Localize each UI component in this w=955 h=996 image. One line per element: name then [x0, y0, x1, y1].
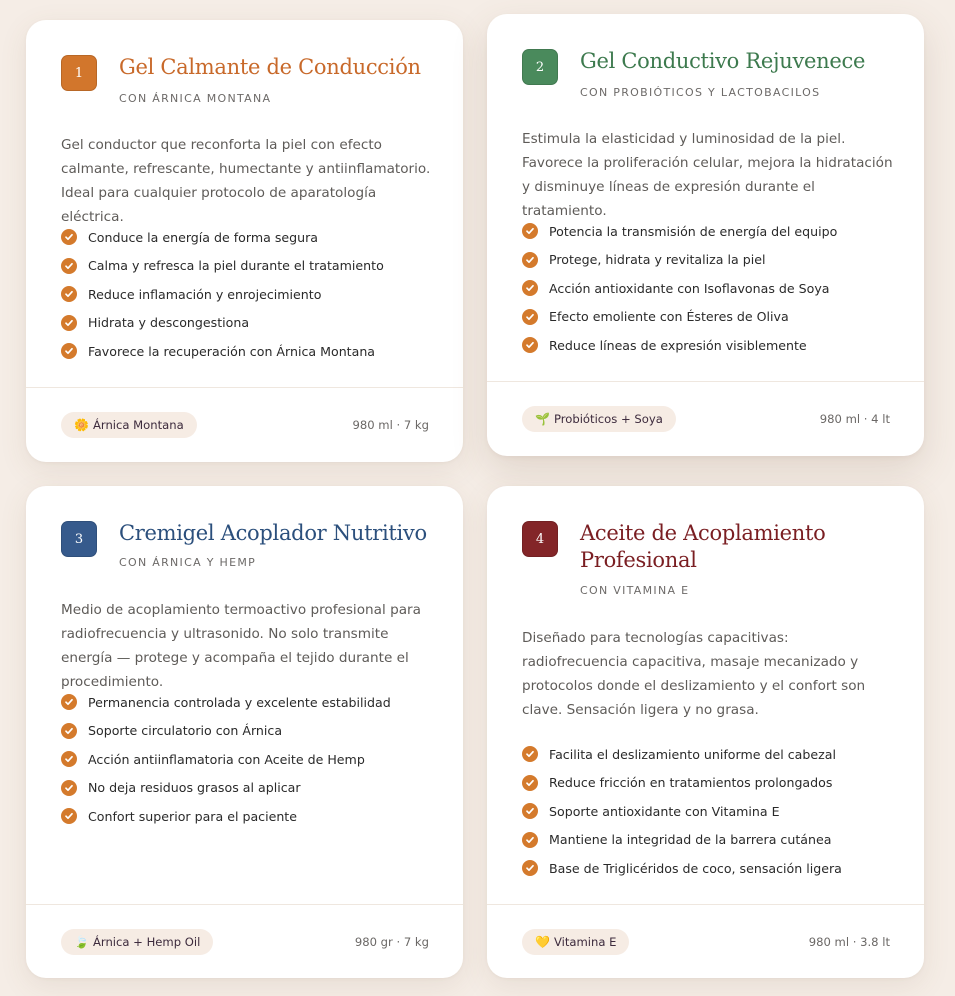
feature-text: Hidrata y descongestiona [88, 315, 250, 331]
check-icon [61, 751, 77, 767]
feature-item [61, 252, 443, 281]
flower-icon: 🌼 [74, 418, 89, 432]
feature-item [61, 309, 443, 338]
product-size: 980 ml · 7 kg [352, 418, 429, 432]
product-number-badge: 2 [522, 49, 558, 85]
product-size: 980 gr · 7 kg [354, 935, 429, 949]
check-icon [61, 808, 77, 824]
feature-text: Conduce la energía de forma segura [88, 229, 319, 245]
ingredient-tag-label: Árnica Montana [92, 418, 184, 432]
feature-item [61, 280, 443, 309]
product-title: Gel Conductivo Rejuvenece [580, 49, 866, 73]
feature-text: Acción antiinflamatoria con Aceite de Hemp [88, 751, 365, 767]
product-number-badge: 4 [522, 521, 558, 557]
feature-text: Soporte circulatorio con Árnica [88, 723, 283, 739]
heart-icon: 💛 [535, 935, 550, 949]
check-icon [522, 252, 538, 268]
check-icon [61, 315, 77, 331]
feature-list [522, 740, 904, 883]
feature-item [61, 337, 443, 366]
feature-item [61, 688, 443, 717]
check-icon [522, 832, 538, 848]
feature-item [522, 303, 904, 332]
feature-item [61, 774, 443, 803]
product-subtitle: CON ÁRNICA Y HEMP [119, 556, 257, 569]
feature-text: Protege, hidrata y revitaliza la piel [549, 252, 766, 268]
feature-item [61, 745, 443, 774]
product-description: Medio de acoplamiento termoactivo profesional para radiofrecuencia y ultrasonido. No solo transmite energía — protege y acompaña el tejido durante el procedimiento. [61, 602, 421, 690]
feature-item [522, 854, 904, 883]
product-description: Gel conductor que reconforta la piel con efecto calmante, refrescante, humectante y antiinflamatorio. Ideal para cualquier protocolo de aparatología eléctrica. [61, 137, 431, 225]
product-card-aceite [487, 486, 924, 978]
check-icon [61, 258, 77, 274]
check-icon [61, 694, 77, 710]
check-icon [61, 229, 77, 245]
ingredient-tag[interactable] [522, 406, 676, 432]
check-icon [61, 723, 77, 739]
product-card-calmante [26, 20, 463, 462]
check-icon [522, 803, 538, 819]
product-size: 980 ml · 4 lt [819, 412, 890, 426]
product-number-badge: 1 [61, 55, 97, 91]
feature-text: Calma y refresca la piel durante el tratamiento [88, 258, 384, 274]
feature-text: Base de Triglicéridos de coco, sensación ligera [549, 860, 842, 876]
product-description: Diseñado para tecnologías capacitivas: radiofrecuencia capacitiva, masaje mecanizado y protocolos donde el deslizamiento y el confort son clave. Sensación ligera y no grasa. [522, 630, 866, 718]
card-divider [487, 381, 924, 382]
feature-text: Facilita el deslizamiento uniforme del cabezal [549, 746, 836, 762]
product-title: Gel Calmante de Conducción [119, 55, 421, 79]
feature-text: Reduce inflamación y enrojecimiento [88, 286, 322, 302]
leaf-icon: 🍃 [74, 935, 89, 949]
feature-text: Acción antioxidante con Isoflavonas de Soya [549, 280, 830, 296]
product-subtitle: CON VITAMINA E [580, 584, 690, 597]
card-divider [26, 387, 463, 388]
ingredient-tag-label: Árnica + Hemp Oil [92, 935, 201, 949]
feature-item [522, 826, 904, 855]
feature-item [522, 769, 904, 798]
card-divider [26, 904, 463, 905]
feature-item [522, 274, 904, 303]
feature-item [522, 217, 904, 246]
feature-item [61, 717, 443, 746]
check-icon [522, 775, 538, 791]
check-icon [522, 223, 538, 239]
product-card-rejuvenece [487, 14, 924, 456]
product-subtitle: CON PROBIÓTICOS Y LACTOBACILOS [580, 86, 821, 99]
check-icon [522, 337, 538, 353]
feature-text: Confort superior para el paciente [88, 808, 297, 824]
product-description: Estimula la elasticidad y luminosidad de la piel. Favorece la proliferación celular, mejora la hidratación y disminuye líneas de expresión durante el tratamiento. [522, 131, 893, 219]
feature-item [522, 246, 904, 275]
product-title: Cremigel Acoplador Nutritivo [119, 521, 427, 545]
check-icon [61, 343, 77, 359]
product-subtitle: CON ÁRNICA MONTANA [119, 92, 272, 105]
feature-item [522, 331, 904, 360]
check-icon [522, 746, 538, 762]
product-number-badge: 3 [61, 521, 97, 557]
ingredient-tag[interactable] [61, 412, 197, 438]
product-size: 980 ml · 3.8 lt [808, 935, 890, 949]
feature-item [61, 802, 443, 831]
check-icon [61, 286, 77, 302]
feature-text: Permanencia controlada y excelente estabilidad [88, 694, 391, 710]
feature-text: Favorece la recuperación con Árnica Montana [88, 343, 376, 359]
check-icon [522, 309, 538, 325]
feature-text: No deja residuos grasos al aplicar [88, 780, 301, 796]
feature-text: Soporte antioxidante con Vitamina E [549, 803, 780, 819]
product-card-cremigel [26, 486, 463, 978]
feature-text: Reduce fricción en tratamientos prolongados [549, 775, 833, 791]
feature-list [61, 688, 443, 831]
ingredient-tag-label: Probióticos + Soya [553, 412, 663, 426]
feature-text: Efecto emoliente con Ésteres de Oliva [549, 309, 789, 325]
ingredient-tag[interactable] [61, 929, 213, 955]
feature-item [522, 740, 904, 769]
product-title: Aceite de Acoplamiento Profesional [580, 521, 826, 572]
card-divider [487, 904, 924, 905]
feature-item [522, 797, 904, 826]
ingredient-tag-label: Vitamina E [553, 935, 617, 949]
feature-list [61, 223, 443, 366]
ingredient-tag[interactable] [522, 929, 629, 955]
feature-text: Potencia la transmisión de energía del equipo [549, 223, 838, 239]
seedling-icon: 🌱 [535, 412, 550, 426]
feature-item [61, 223, 443, 252]
feature-text: Mantiene la integridad de la barrera cutánea [549, 832, 832, 848]
feature-list [522, 217, 904, 360]
feature-text: Reduce líneas de expresión visiblemente [549, 337, 807, 353]
check-icon [61, 780, 77, 796]
check-icon [522, 860, 538, 876]
check-icon [522, 280, 538, 296]
